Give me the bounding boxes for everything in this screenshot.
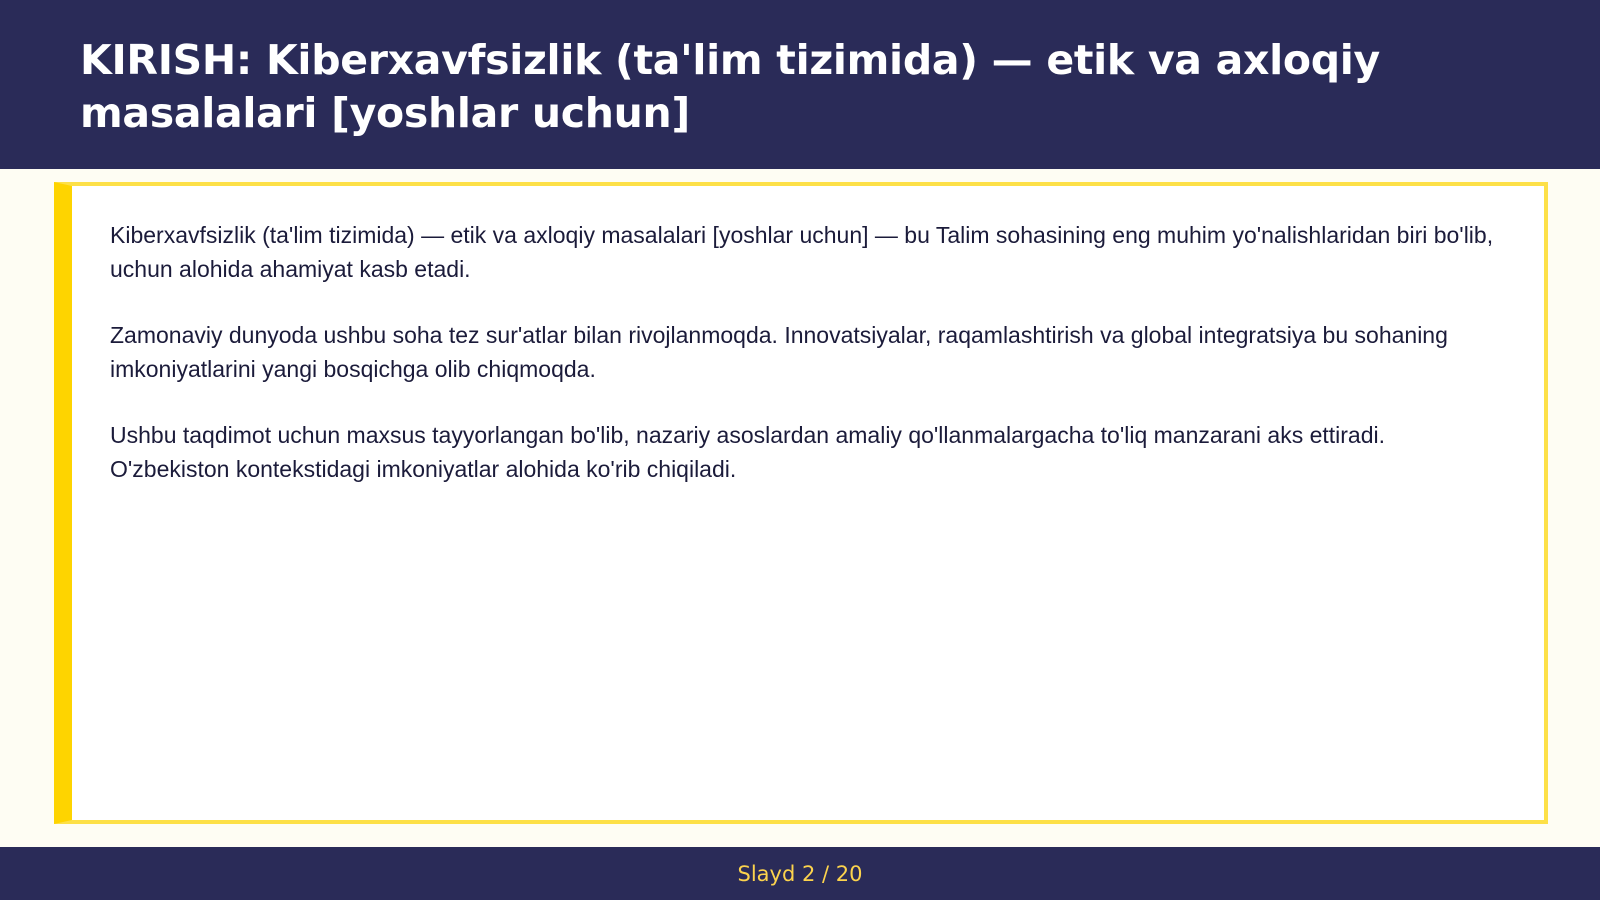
context-paragraph: Zamonaviy dunyoda ushbu soha tez sur'atlar bilan rivojlanmoqda. Innovatsiyalar, raqamlashtirish va global integratsiya bu sohaning imkoniyatlarini yangi bosqichga olib chiqmoqda. [110,322,1448,382]
purpose-paragraph: Ushbu taqdimot uchun maxsus tayyorlangan bo'lib, nazariy asoslardan amaliy qo'llanmalargacha to'liq manzarani aks ettiradi. O'zbekiston kontekstidagi imkoniyatlar alohida ko'rib chiqiladi. [110,422,1386,482]
slide-title: KIRISH: Kiberxavfsizlik (ta'lim tizimida) — etik va axloqiy masalalari [yoshlar uchun] [80,36,1380,137]
slide-footer [0,847,1600,900]
intro-paragraph: Kiberxavfsizlik (ta'lim tizimida) — etik va axloqiy masalalari [yoshlar uchun] — bu Talim sohasining eng muhim yo'nalishlaridan biri bo'lib, uchun alohida ahamiyat kasb etadi. [110,222,1494,282]
slide-counter: Slayd 2 / 20 [737,861,863,886]
slide-header [0,0,1600,169]
content-card [54,182,1548,824]
